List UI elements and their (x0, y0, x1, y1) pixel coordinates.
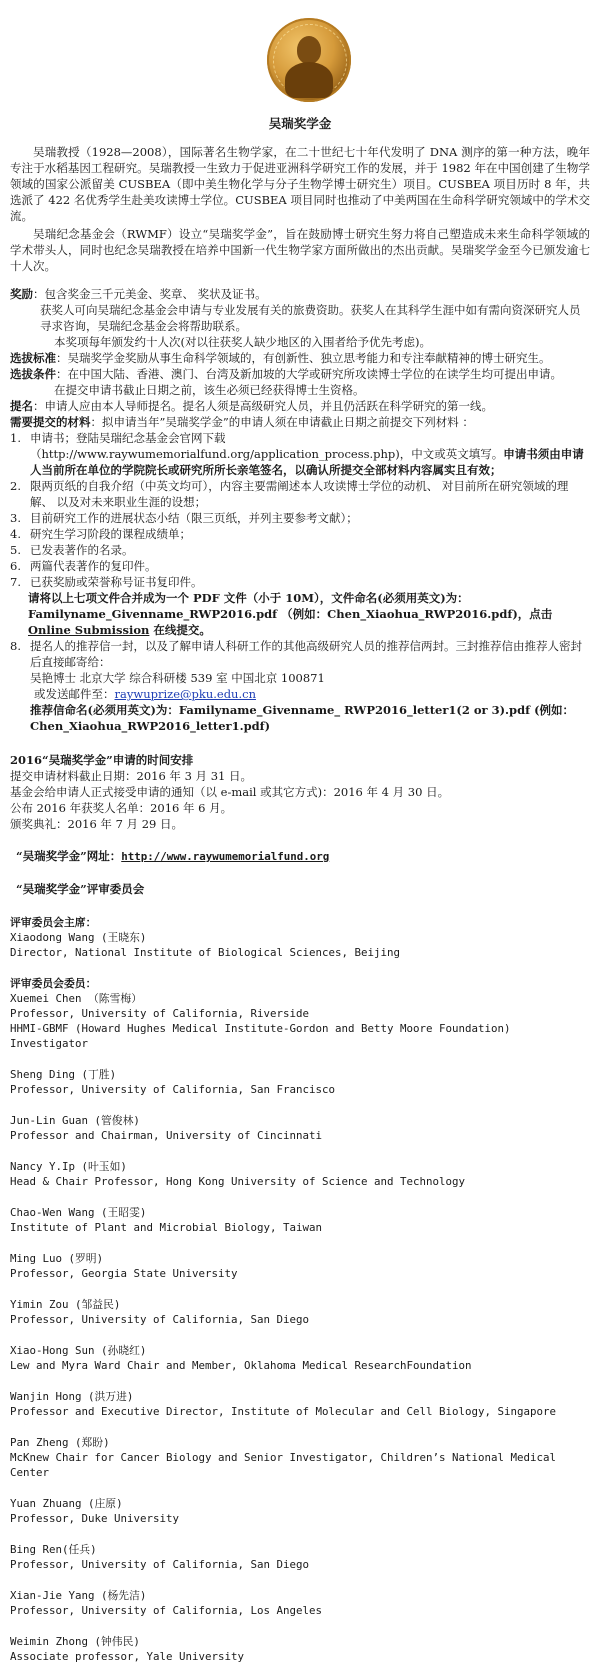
criteria-label: 选拔标准 (10, 351, 56, 365)
criteria-text: ：吴瑞奖学金奖励从事生命科学领域的，有创新性、独立思考能力和专注奉献精神的博士研究生。 (56, 351, 551, 365)
member-name: Weimin Zhong (钟伟民) (10, 1635, 140, 1648)
nomination-label: 提名 (10, 399, 33, 413)
members-label: 评审委员会委员： (10, 977, 97, 990)
member-title: Professor, University of California, San Diego (10, 1313, 310, 1326)
member-name: Pan Zheng (郑盼) (10, 1436, 110, 1449)
committee-title: “吴瑞奖学金”评审委员会 (16, 882, 145, 896)
schedule-line: 颁奖典礼：2016 年 7 月 29 日。 (10, 817, 183, 831)
committee-member (10, 1297, 590, 1327)
member-name: Xiao-Hong Sun (孙晓红) (10, 1344, 147, 1357)
materials-list (10, 430, 590, 590)
intro-paragraph-1: 吴瑞教授（1928—2008），国际著名生物学家，在二十世纪七十年代发明了 DNA 测序的第一种方法，晚年专注于水稻基因工程研究。吴瑞教授一生致力于促进亚洲科学研究工作的发展，并于 1982 年在中国创建了生物学领域的国家公派留美 CUSBEA（即中美生物化学与分子生物学博士研究生）项目。CUSBEA 项目历时 8 年，共选派了 422 名优秀学生赴美攻读博士学位。CUSBEA 项目同时也推动了中美两国在生命科学研究领域中的学术交流。 (10, 145, 590, 223)
member-name: Xuemei Chen （陈雪梅） (10, 992, 142, 1005)
member-name: Ming Luo (罗明) (10, 1252, 104, 1265)
list-item: 3. 目前研究工作的进展状态小结（限三页纸，并列主要参考文献）； (10, 511, 358, 525)
award-text: ：包含奖金三千元美金、奖章、 奖状及证书。 (33, 287, 267, 301)
conditions-text: ：在中国大陆、香港、澳门、台湾及新加坡的大学或研究所攻读博士学位的在读学生均可提出申请。 (56, 367, 562, 381)
list-item: 1. 申请书；登陆吴瑞纪念基金会官网下载（http://www.raywumemorialfund.org/application_process.php)，中文或英文填写。申请书须由申请人当前所在单位的学院院长或研究所所长亲笔签名，以确认所提交全部材料内容属实且有效； (10, 431, 584, 477)
conditions-line2: 在提交申请书截止日期之前，该生必须已经获得博士生资格。 (54, 383, 365, 397)
website-link[interactable]: http://www.raywumemorialfund.org (121, 850, 330, 863)
materials-intro: ：拟申请当年”吴瑞奖学金”的申请人须在申请截止日期之前提交下列材料 ： (90, 415, 474, 429)
mail-address: 吴艳博士 北京大学 综合科研楼 539 室 中国北京 100871 (30, 671, 325, 685)
member-name: Bing Ren(任兵) (10, 1543, 97, 1556)
member-title-2: HHMI-GBMF (Howard Hughes Medical Institute-Gordon and Betty Moore Foundation) Investigator (10, 1022, 511, 1050)
nomination-line (10, 398, 590, 414)
committee-member (10, 1634, 590, 1664)
website-line: “吴瑞奖学金”网址：http://www.raywumemorialfund.org (16, 849, 330, 863)
member-name: Jun-Lin Guan (管俊林) (10, 1114, 140, 1127)
list-item: 5. 已发表著作的名录。 (10, 543, 134, 557)
criteria-line (10, 350, 590, 366)
intro-paragraph-2: 吴瑞纪念基金会（RWMF）设立“吴瑞奖学金”，旨在鼓励博士研究生努力将自己塑造成未来生命科学领域的学术带头人，同时也纪念吴瑞教授在培养中国新一代生物学家方面所做出的杰出贡献。吴瑞奖学金至今已颁发逾七十人次。 (10, 227, 590, 273)
member-title: Professor, University of California, Riverside (10, 1007, 310, 1020)
medal-area (10, 10, 590, 110)
email-link[interactable]: raywuprize@pku.edu.cn (114, 687, 256, 701)
letter-naming: 推荐信命名(必须用英文)为：Familyname_Givenname_ RWP2016_letter1(2 or 3).pdf (例如：Chen_Xiaohua_RWP2016_letter1.pdf) (30, 703, 575, 733)
award-frequency: 本奖项每年颁发约十人次(对以往获奖人缺少地区的入围者给予优先考虑)。 (54, 335, 431, 349)
conditions-line (10, 366, 590, 382)
committee-member (10, 1435, 590, 1480)
member-title: McKnew Chair for Cancer Biology and Senior Investigator, Children’s National Medical Center (10, 1451, 557, 1479)
award-label: 奖励 (10, 287, 33, 301)
member-title: Lew and Myra Ward Chair and Member, Oklahoma Medical ResearchFoundation (10, 1359, 472, 1372)
schedule-line: 提交申请材料截止日期：2016 年 3 月 31 日。 (10, 769, 252, 783)
ray-wu-medal-image (267, 18, 351, 102)
list-item: 2. 限两页纸的自我介绍（中英文均可），内容主要需阐述本人攻读博士学位的动机、 对目前所在研究领域的理解、 以及对未来职业生涯的设想； (10, 479, 569, 509)
schedule-line: 基金会给申请人正式接受申请的通知（以 e-mail 或其它方式)：2016 年 4 月 30 日。 (10, 785, 450, 799)
member-title: Professor, Georgia State University (10, 1267, 238, 1280)
committee-member (10, 1588, 590, 1618)
member-name: Yuan Zhuang (庄原) (10, 1497, 123, 1510)
nomination-text: ：申请人应由本人导师提名。提名人须是高级研究人员，并且仍活跃在科学研究的第一线。 (33, 399, 493, 413)
member-name: Sheng Ding (丁胜) (10, 1068, 117, 1081)
list-item: 6. 两篇代表著作的复印件。 (10, 559, 157, 573)
member-name: Xian-Jie Yang (杨先洁) (10, 1589, 147, 1602)
materials-list-2 (10, 638, 590, 670)
member-title: Associate professor, Yale University (10, 1650, 245, 1663)
page-title: 吴瑞奖学金 (268, 116, 332, 131)
award-line (10, 286, 590, 302)
committee-member (10, 991, 590, 1051)
members-list (10, 991, 590, 1664)
member-title: Professor, University of California, Los Angeles (10, 1604, 323, 1617)
committee-member (10, 1343, 590, 1373)
chair-name: Xiaodong Wang (王晓东) (10, 931, 147, 944)
member-name: Nancy Y.Ip (叶玉如) (10, 1160, 127, 1173)
materials-line (10, 414, 590, 430)
committee-section (10, 915, 590, 1664)
committee-member (10, 1067, 590, 1097)
conditions-label: 选拔条件 (10, 367, 56, 381)
member-title: Professor and Chairman, University of Cincinnati (10, 1129, 323, 1142)
committee-member (10, 1251, 590, 1281)
member-title: Professor, University of California, San Diego (10, 1558, 310, 1571)
member-name: Chao-Wen Wang (王昭雯) (10, 1206, 147, 1219)
committee-member (10, 1205, 590, 1235)
chair-label: 评审委员会主席： (10, 916, 97, 929)
chair-title: Director, National Institute of Biological Sciences, Beijing (10, 946, 401, 959)
member-name: Wanjin Hong (洪万进) (10, 1390, 134, 1403)
member-title: Professor and Executive Director, Institute of Molecular and Cell Biology, Singapore (10, 1405, 557, 1418)
schedule-title: 2016“吴瑞奖学金”申请的时间安排 (10, 753, 194, 767)
materials-label: 需要提交的材料 (10, 415, 91, 429)
list-item: 7. 已获奖励或荣誉称号证书复印件。 (10, 575, 203, 589)
member-title: Institute of Plant and Microbial Biology, Taiwan (10, 1221, 323, 1234)
schedule-line: 公布 2016 年获奖人名单：2016 年 6 月。 (10, 801, 233, 815)
member-name: Yimin Zou (邹益民) (10, 1298, 121, 1311)
committee-member (10, 1389, 590, 1419)
committee-member (10, 1542, 590, 1572)
member-title: Professor, Duke University (10, 1512, 180, 1525)
member-title: Professor, University of California, San Francisco (10, 1083, 336, 1096)
online-submission-link[interactable]: Online Submission (28, 623, 150, 637)
merge-instructions: 请将以上七项文件合并成为一个 PDF 文件（小于 10M），文件命名(必须用英文)为：Familyname_Givenname_RWP2016.pdf （例如：Chen_Xiaohua_RWP2016.pdf)，点击 Online Submission 在线提交。 (28, 591, 553, 637)
award-travel: 获奖人可向吴瑞纪念基金会申请与专业发展有关的旅费资助。获奖人在其科学生涯中如有需向资深研究人员寻求咨询，吴瑞纪念基金会将帮助联系。 (40, 303, 581, 333)
member-title: Head & Chair Professor, Hong Kong University of Science and Technology (10, 1175, 466, 1188)
committee-member (10, 1496, 590, 1526)
list-item: 4. 研究生学习阶段的课程成绩单； (10, 527, 191, 541)
email-line: 或发送邮件至：raywuprize@pku.edu.cn (34, 687, 256, 701)
committee-member (10, 1159, 590, 1189)
list-item: 8. 提名人的推荐信一封，以及了解申请人科研工作的其他高级研究人员的推荐信两封。三封推荐信由推荐人密封后直接邮寄给： (10, 639, 582, 669)
committee-member (10, 1113, 590, 1143)
